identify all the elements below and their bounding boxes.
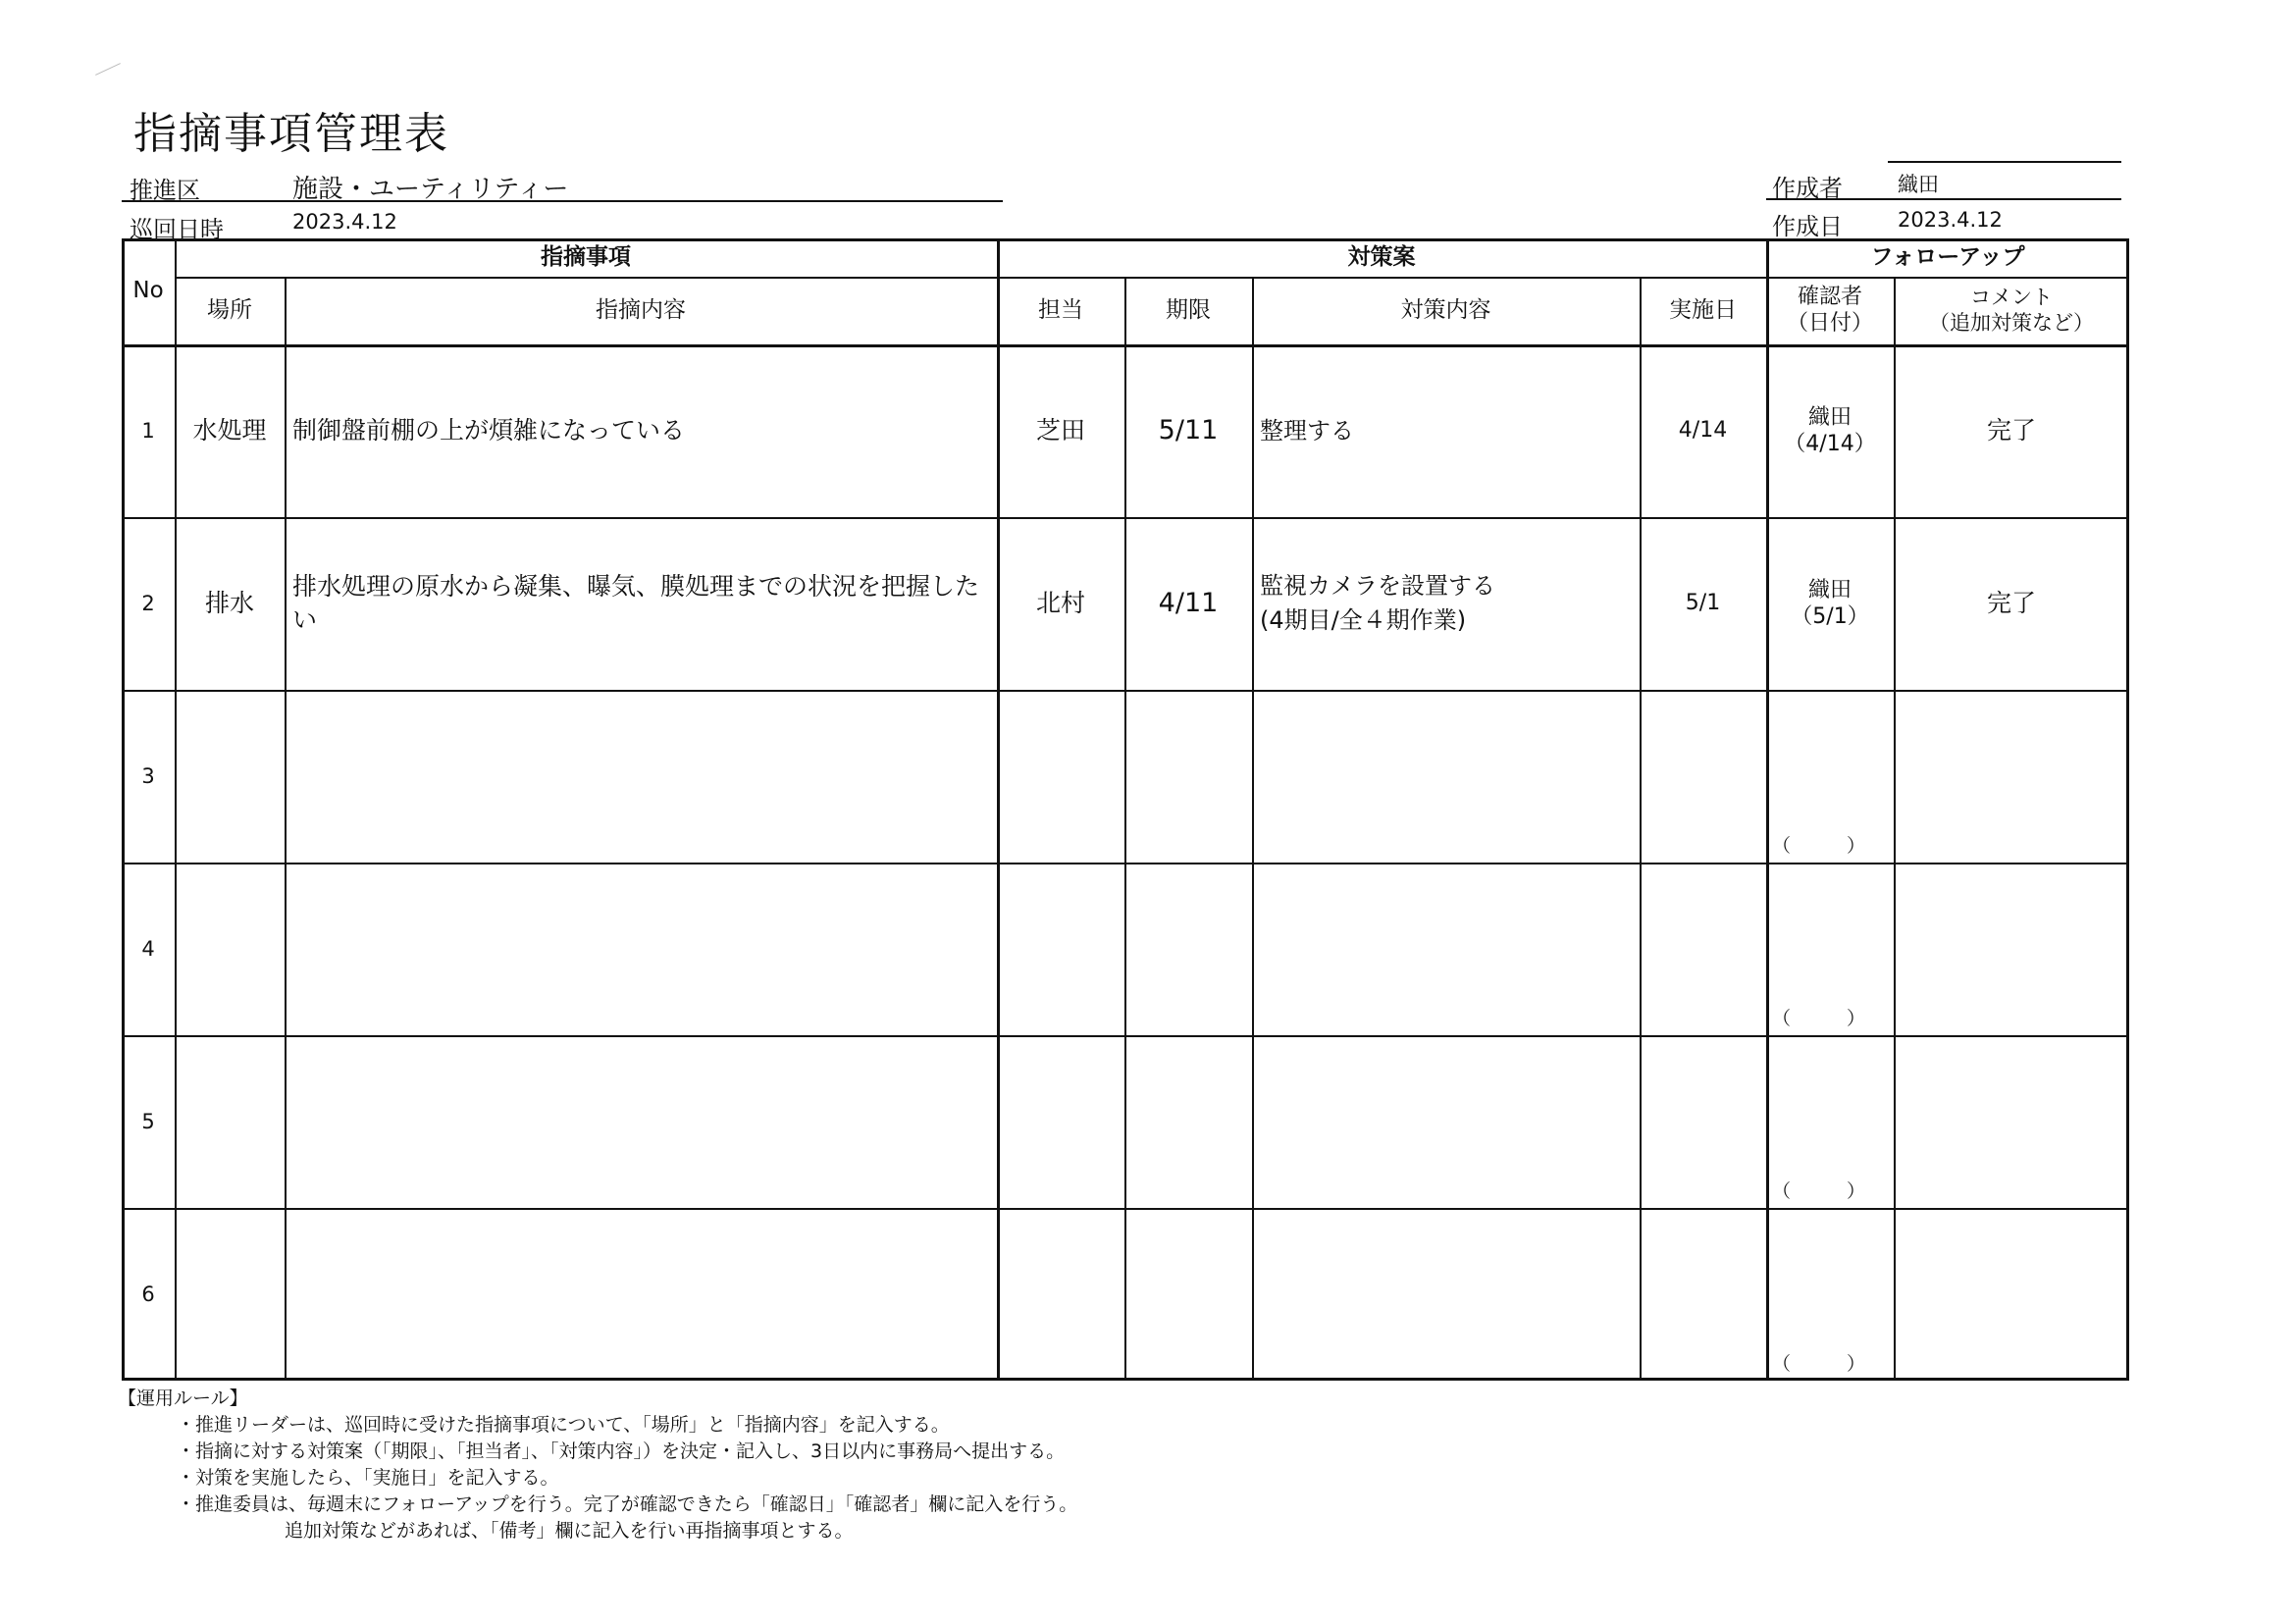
row-number: 5: [141, 1109, 155, 1133]
done-cell: [1640, 1208, 1766, 1381]
content-cell: [285, 690, 997, 863]
rule-item: ・対策を実施したら、「実施日」を記入する。: [177, 1467, 559, 1489]
col-confirm-sublabel: （日付）: [1786, 310, 1873, 336]
confirm-date-placeholder: （ ）: [1772, 835, 1866, 857]
owner-cell: 北村: [1035, 589, 1085, 618]
rule-item: ・推進リーダーは、巡回時に受けた指摘事項について、「場所」と「指摘内容」を記入する。: [177, 1414, 950, 1436]
deadline-cell: [1124, 863, 1252, 1035]
done-cell: [1640, 863, 1766, 1035]
measure-line: 監視カメラを設置する: [1260, 572, 1495, 601]
col-deadline-header: 期限: [1166, 296, 1211, 323]
col-place-header: 場所: [207, 296, 252, 323]
content-cell: [285, 863, 997, 1035]
measure-line: (4期目/全４期作業): [1260, 606, 1467, 634]
measure-cell: [1252, 1035, 1640, 1208]
confirm-date: （5/1）: [1791, 604, 1869, 629]
done-cell: 4/14: [1678, 418, 1728, 444]
col-done-header: 実施日: [1669, 296, 1737, 323]
content-cell: 制御盤前棚の上が煩雑になっている: [292, 416, 686, 445]
owner-cell: [997, 1035, 1124, 1208]
rules-heading: 【運用ルール】: [118, 1387, 248, 1409]
row-number: 3: [141, 763, 155, 788]
col-no-header: No: [132, 278, 164, 304]
col-measure-header: 対策内容: [1400, 296, 1491, 323]
issue-table: [122, 238, 2129, 1381]
comment-cell: [1894, 863, 2129, 1035]
page-title: 指摘事項管理表: [133, 109, 449, 159]
confirmer-name: 織田: [1807, 404, 1852, 430]
done-cell: 5/1: [1685, 591, 1721, 616]
content-cell: 排水処理の原水から凝集、曝気、膜処理までの状況を把握したい: [292, 572, 980, 634]
col-content-header: 指摘内容: [596, 296, 686, 323]
operation-rules: [118, 1386, 1077, 1544]
col-confirm-label: 確認者: [1797, 285, 1862, 310]
col-comment-label: コメント: [1970, 286, 2053, 310]
measure-cell: [1252, 1208, 1640, 1381]
group-measure-header: 対策案: [1347, 243, 1416, 270]
row-number: 6: [141, 1282, 155, 1306]
place-cell: 水処理: [192, 416, 267, 445]
scan-mark: [95, 63, 121, 76]
measure-cell: [1252, 344, 1640, 517]
confirm-cell: [1766, 517, 1894, 690]
rule-continuation: 追加対策などがあれば、「備考」欄に記入を行い再指摘事項とする。: [285, 1520, 854, 1542]
comment-cell: 完了: [1986, 589, 2036, 618]
group-issue-header: 指摘事項: [541, 243, 631, 270]
owner-cell: 芝田: [1035, 416, 1085, 445]
col-comment-header: [1894, 277, 2129, 344]
place-cell: [175, 863, 285, 1035]
comment-cell: 完了: [1986, 416, 2036, 445]
deadline-cell: 5/11: [1158, 414, 1219, 445]
rule-item: ・指摘に対する対策案（「期限」、「担当者」、「対策内容」）を決定・記入し、3日以内に事務局へ提出する。: [177, 1440, 1066, 1462]
place-cell: 排水: [204, 589, 254, 618]
comment-cell: [1894, 1035, 2129, 1208]
place-cell: [175, 1208, 285, 1381]
area-underline: [122, 200, 1003, 202]
done-cell: [1640, 1035, 1766, 1208]
confirm-date-placeholder: （ ）: [1772, 1008, 1866, 1029]
author-label: 作成者: [1772, 175, 1843, 202]
confirm-date: （4/14）: [1784, 432, 1876, 456]
rule-item: ・推進委員は、毎週末にフォローアップを行う。完了が確認できたら「確認日」「確認者」欄に記入を行う。: [177, 1493, 1078, 1515]
deadline-cell: 4/11: [1158, 587, 1219, 618]
confirm-date-placeholder: （ ）: [1772, 1353, 1866, 1375]
row-number: 4: [141, 936, 155, 961]
comment-cell: [1894, 690, 2129, 863]
area-label: 推進区: [130, 177, 200, 204]
row-number: 1: [141, 418, 155, 443]
col-owner-header: 担当: [1038, 296, 1083, 323]
measure-cell: [1252, 863, 1640, 1035]
comment-cell: [1894, 1208, 2129, 1381]
content-cell: [285, 1208, 997, 1381]
created-value: 2023.4.12: [1898, 208, 2003, 232]
content-cell: [285, 1035, 997, 1208]
confirm-date-placeholder: （ ）: [1772, 1180, 1866, 1202]
col-confirm-header: [1766, 277, 1894, 344]
owner-cell: [997, 863, 1124, 1035]
done-cell: [1640, 690, 1766, 863]
place-cell: [175, 1035, 285, 1208]
col-comment-sublabel: （追加対策など）: [1929, 310, 2094, 335]
measure-line: 整理する: [1260, 416, 1354, 445]
author-topline: [1888, 161, 2121, 163]
deadline-cell: [1124, 1035, 1252, 1208]
created-label: 作成日: [1772, 213, 1843, 240]
place-cell: [175, 690, 285, 863]
owner-cell: [997, 690, 1124, 863]
row-number: 2: [141, 591, 155, 615]
author-value: 織田: [1898, 173, 1939, 196]
owner-cell: [997, 1208, 1124, 1381]
deadline-cell: [1124, 1208, 1252, 1381]
area-value: 施設・ユーティリティー: [292, 175, 569, 204]
measure-cell: [1252, 690, 1640, 863]
group-followup-header: フォローアップ: [1870, 243, 2025, 270]
patrol-label: 巡回日時: [130, 216, 224, 243]
author-underline: [1766, 198, 2121, 200]
patrol-value: 2023.4.12: [292, 210, 397, 234]
measure-cell: [1252, 517, 1640, 690]
confirmer-name: 織田: [1807, 577, 1852, 602]
confirm-cell: [1766, 344, 1894, 517]
deadline-cell: [1124, 690, 1252, 863]
